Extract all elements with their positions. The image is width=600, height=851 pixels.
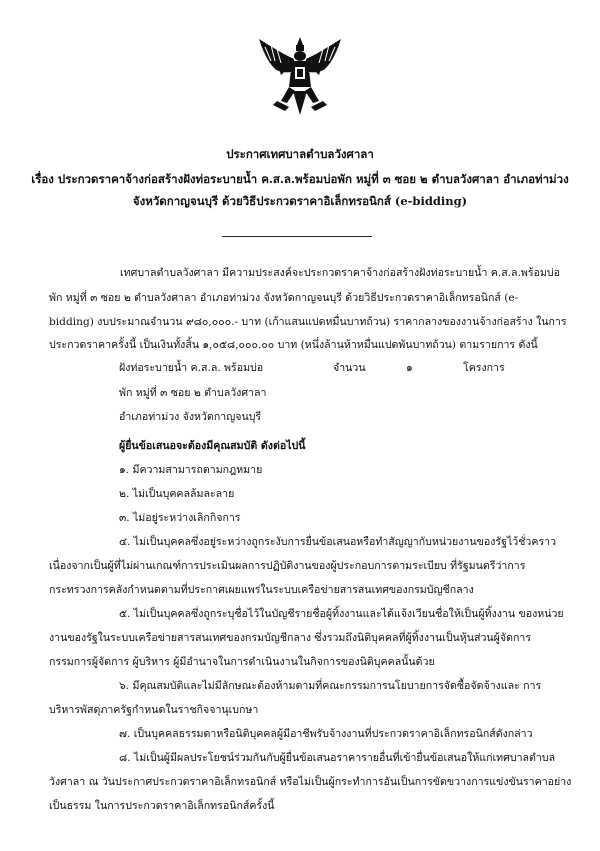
qualification-6-line-2: บริหารพัสดุภาครัฐกำหนดในราชกิจจานุเบกษา <box>49 704 259 716</box>
qualification-4-line-1: ๔. ไม่เป็นบุคคลซึ่งอยู่ระหว่างถูกระงับการยื่นข้อเสนอหรือทำสัญญากับหน่วยงานของรัฐไว้ชั่วคราว <box>119 536 557 548</box>
item-location-2: อำเภอท่าม่วง จังหวัดกาญจนบุรี <box>119 411 262 423</box>
para1-line-2: พัก หมู่ที่ ๓ ซอย ๒ ตำบลวังศาลา อำเภอท่าม่วง จังหวัดกาญจนบุรี ด้วยวิธีประกวดราคาอิเล็กทรอนิกส์ (e- <box>49 292 519 304</box>
para1-line-3: bidding) งบประมาณจำนวน ๙๘๐,๐๐๐.- บาท (เก้าแสนแปดหมื่นบาทถ้วน) ราคากลางของงานจ้างก่อสร้าง ในการ <box>49 316 567 328</box>
item-location-1: พัก หมู่ที่ ๓ ซอย ๒ ตำบลวังศาลา <box>119 387 267 399</box>
qualification-1: ๑. มีความสามารถตามกฎหมาย <box>119 464 263 476</box>
announcement-title: ประกาศเทศบาลตำบลวังศาลา <box>226 147 374 161</box>
item-name: ฝังท่อระบายน้ำ ค.ส.ล. พร้อมบ่อ <box>119 362 264 374</box>
qualification-5-line-1: ๕. ไม่เป็นบุคคลซึ่งถูกระบุชื่อไว้ในบัญชีรายชื่อผู้ทิ้งงานและได้แจ้งเวียนชื่อให้เป็นผู้ทิ้งงาน ของหน่วย <box>119 608 564 620</box>
qualification-4-line-3: กระทรวงการคลังกำหนดตามที่ประกาศเผยแพร่ในระบบเครือข่ายสารสนเทศของกรมบัญชีกลาง <box>49 584 474 596</box>
qualification-4-line-2: เนื่องจากเป็นผู้ที่ไม่ผ่านเกณฑ์การประเมินผลการปฏิบัติงานของผู้ประกอบการตามระเบียบ ที่รัฐมนตรีว่าการ <box>49 560 526 572</box>
qualification-8-line-3: เป็นธรรม ในการประกวดราคาอิเล็กทรอนิกส์ครั้งนี้ <box>49 800 275 812</box>
qualification-5-line-3: กรรมการผู้จัดการ ผู้บริหาร ผู้มีอำนาจในการดำเนินงานในกิจการของนิติบุคคลนั้นด้วย <box>49 656 435 668</box>
subject-line-1: เรื่อง ประกวดราคาจ้างก่อสร้างฝังท่อระบายน้ำ ค.ส.ล.พร้อมบ่อพัก หมู่ที่ ๓ ซอย ๒ ตำบลวังศาลา อำเภอท่าม่วง <box>31 172 569 186</box>
qualification-heading: ผู้ยื่นข้อเสนอจะต้องมีคุณสมบัติ ดังต่อไปนี้ <box>119 440 306 452</box>
qualification-5-line-2: งานของรัฐในระบบเครือข่ายสารสนเทศของกรมบัญชีกลาง ซึ่งรวมถึงนิติบุคคลที่ผู้ทิ้งงานเป็นหุ้นส่วนผู้จัดการ <box>49 632 532 644</box>
qualification-2: ๒. ไม่เป็นบุคคลล้มละลาย <box>119 488 235 500</box>
qualification-8-line-1: ๘. ไม่เป็นผู้มีผลประโยชน์ร่วมกันกับผู้ยื่นข้อเสนอราคารายอื่นที่เข้ายื่นข้อเสนอให้แก่เทศบาลตำบล <box>119 752 556 764</box>
qualification-8-line-2: วังศาลา ณ วันประกาศประกวดราคาอิเล็กทรอนิกส์ หรือไม่เป็นผู้กระทำการอันเป็นการขัดขวางการแข่งขันราคาอย่าง <box>49 776 572 788</box>
para1-line-4: ประกวดราคาครั้งนี้ เป็นเงินทั้งสิ้น ๑,๐๕๘,๐๐๐.๐๐ บาท (หนึ่งล้านห้าหมื่นแปดพันบาทถ้วน) ตามรายการ ดังนี้ <box>49 339 538 351</box>
para1-line-1: เทศบาลตำบลวังศาลา มีความประสงค์จะประกวดราคาจ้างก่อสร้างฝังท่อระบายน้ำ ค.ส.ล.พร้อมบ่อ <box>120 267 561 279</box>
qualification-7: ๗. เป็นบุคคลธรรมดาหรือนิติบุคคลผู้มีอาชีพรับจ้างงานที่ประกวดราคาอิเล็กทรอนิกส์ดังกล่าว <box>119 728 533 740</box>
item-qty: ๑ <box>406 362 413 374</box>
garuda-emblem-icon <box>257 35 343 117</box>
subject-line-2: จังหวัดกาญจนบุรี ด้วยวิธีประกวดราคาอิเล็กทรอนิกส์ (e-bidding) <box>132 194 468 208</box>
qualification-6-line-1: ๖. มีคุณสมบัติและไม่มีลักษณะต้องห้ามตามที่คณะกรรมการนโยบายการจัดซื้อจัดจ้างและ การ <box>119 680 542 692</box>
item-qty-label: จำนวน <box>333 362 366 374</box>
qualification-3: ๓. ไม่อยู่ระหว่างเลิกกิจการ <box>119 512 241 524</box>
divider <box>222 236 372 237</box>
item-unit: โครงการ <box>463 362 505 374</box>
